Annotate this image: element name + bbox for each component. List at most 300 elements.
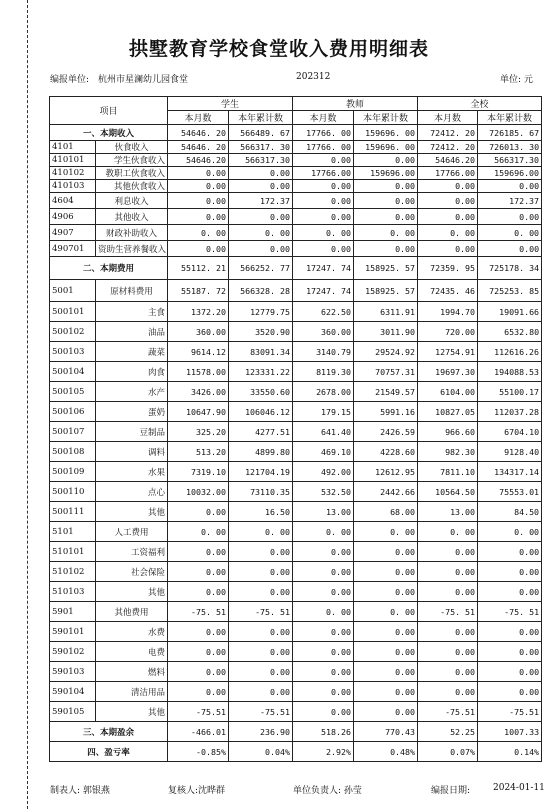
value-cell: 134317.14	[478, 462, 542, 482]
value-cell: 72359. 95	[418, 257, 478, 280]
value-cell: 6704.10	[478, 422, 542, 442]
reviewer: 复核人:沈晔群	[168, 786, 226, 796]
value-cell: 106046.12	[229, 402, 293, 422]
account-code: 500110	[50, 482, 96, 502]
value-cell: 360.00	[293, 322, 354, 342]
value-cell: 33550.60	[229, 382, 293, 402]
value-cell: 0. 00	[293, 225, 354, 241]
value-cell: 0. 00	[478, 225, 542, 241]
value-cell: 0.00	[293, 209, 354, 225]
group-header-teachers: 教师	[293, 97, 418, 111]
value-cell: 72412. 20	[418, 141, 478, 154]
value-cell: 0.00	[293, 180, 354, 193]
value-cell: 0.00	[168, 241, 229, 257]
value-cell: 7319.10	[168, 462, 229, 482]
value-cell: 0.00	[168, 502, 229, 522]
value-cell: 2.92%	[293, 742, 354, 762]
value-cell: 75553.01	[478, 482, 542, 502]
value-cell: 2442.66	[354, 482, 418, 502]
value-cell: 0.00	[418, 193, 478, 209]
value-cell: 0.00	[229, 241, 293, 257]
value-cell: 0.00	[168, 209, 229, 225]
section-row	[50, 257, 542, 280]
value-cell: 17247. 74	[293, 257, 354, 280]
value-cell: 0.00	[478, 241, 542, 257]
value-cell: 0.00	[229, 642, 293, 662]
value-cell: 0.00	[354, 682, 418, 702]
value-cell: 0. 00	[418, 522, 478, 542]
value-cell: 7811.10	[418, 462, 478, 482]
value-cell: 492.00	[293, 462, 354, 482]
value-cell: 0.00	[229, 167, 293, 180]
account-name: 肉食	[96, 362, 168, 382]
value-cell: 0.00	[354, 241, 418, 257]
account-code: 590101	[50, 622, 96, 642]
table-row	[50, 402, 542, 422]
table-row	[50, 642, 542, 662]
value-cell: 0.00	[229, 562, 293, 582]
value-cell: 0.00	[418, 642, 478, 662]
value-cell: 10032.00	[168, 482, 229, 502]
value-cell: 622.50	[293, 302, 354, 322]
value-cell: 0.00	[478, 582, 542, 602]
value-cell: 19091.66	[478, 302, 542, 322]
value-cell: 0.00	[293, 682, 354, 702]
value-cell: 566317. 30	[229, 141, 293, 154]
value-cell: 9614.12	[168, 342, 229, 362]
value-cell: 0.00	[229, 542, 293, 562]
value-cell: 54646.20	[168, 154, 229, 167]
currency-unit: 单位: 元	[500, 75, 533, 85]
account-code: 4604	[50, 193, 96, 209]
value-cell: 0.00	[354, 209, 418, 225]
value-cell: 4899.80	[229, 442, 293, 462]
account-name: 其他收入	[96, 209, 168, 225]
value-cell: 68.00	[354, 502, 418, 522]
value-cell: 0.00	[229, 582, 293, 602]
value-cell: 8119.30	[293, 362, 354, 382]
value-cell: 159696.00	[354, 167, 418, 180]
value-cell: 0.00	[478, 542, 542, 562]
value-cell: 725253. 85	[478, 280, 542, 302]
value-cell: 0. 00	[354, 602, 418, 622]
value-cell: 4277.51	[229, 422, 293, 442]
table-row	[50, 362, 542, 382]
value-cell: 0.00	[229, 662, 293, 682]
value-cell: 194088.53	[478, 362, 542, 382]
account-name: 其他伙食收入	[96, 180, 168, 193]
value-cell: 469.10	[293, 442, 354, 462]
value-cell: 0. 00	[293, 602, 354, 622]
value-cell: 4228.60	[354, 442, 418, 462]
value-cell: 0.00	[293, 193, 354, 209]
account-name: 学生伙食收入	[96, 154, 168, 167]
preparer: 制表人: 郭银燕	[50, 786, 110, 796]
account-name: 其他	[96, 582, 168, 602]
account-code: 590102	[50, 642, 96, 662]
account-name: 其他	[96, 702, 168, 722]
table-row	[50, 662, 542, 682]
account-code: 500111	[50, 502, 96, 522]
value-cell: 0.00	[229, 180, 293, 193]
value-cell: 0.00	[168, 662, 229, 682]
section-row	[50, 722, 542, 742]
account-name: 点心	[96, 482, 168, 502]
value-cell: 0.00	[293, 542, 354, 562]
value-cell: 54646. 20	[168, 141, 229, 154]
subheader-month: 本月数	[418, 111, 478, 125]
value-cell: 6311.91	[354, 302, 418, 322]
value-cell: 360.00	[168, 322, 229, 342]
report-title: 拱墅教育学校食堂收入费用明细表	[128, 38, 429, 60]
value-cell: 0.00	[478, 209, 542, 225]
value-cell: -0.85%	[168, 742, 229, 762]
value-cell: 0.04%	[229, 742, 293, 762]
account-name: 水费	[96, 622, 168, 642]
account-code: 500109	[50, 462, 96, 482]
value-cell: 0.00	[418, 241, 478, 257]
value-cell: 0. 00	[229, 522, 293, 542]
account-name: 主食	[96, 302, 168, 322]
value-cell: 0.00	[478, 642, 542, 662]
value-cell: 10647.90	[168, 402, 229, 422]
value-cell: 0.00	[418, 662, 478, 682]
value-cell: 325.20	[168, 422, 229, 442]
value-cell: 0.00	[168, 542, 229, 562]
value-cell: 0.00	[168, 582, 229, 602]
value-cell: 726185. 67	[478, 125, 542, 141]
value-cell: 83091.34	[229, 342, 293, 362]
table-body	[50, 125, 542, 762]
item-header: 项目	[50, 97, 168, 125]
value-cell: 9128.40	[478, 442, 542, 462]
value-cell: 0.00	[354, 193, 418, 209]
value-cell: 0.00	[354, 542, 418, 562]
value-cell: 112616.26	[478, 342, 542, 362]
account-name: 豆制品	[96, 422, 168, 442]
subheader-ytd: 本年累计数	[229, 111, 293, 125]
account-name: 清洁用品	[96, 682, 168, 702]
value-cell: 19697.30	[418, 362, 478, 382]
value-cell: 0.00	[168, 193, 229, 209]
table-row	[50, 582, 542, 602]
value-cell: -75.51	[418, 702, 478, 722]
account-name: 工资福利	[96, 542, 168, 562]
value-cell: 21549.57	[354, 382, 418, 402]
value-cell: 0.00	[418, 209, 478, 225]
value-cell: 172.37	[478, 193, 542, 209]
table-row	[50, 482, 542, 502]
value-cell: 159696.00	[478, 167, 542, 180]
value-cell: 0.00	[478, 682, 542, 702]
value-cell: 0.00	[229, 622, 293, 642]
account-name: 伙食收入	[96, 141, 168, 154]
table-row	[50, 602, 542, 622]
value-cell: 16.50	[229, 502, 293, 522]
table-row	[50, 193, 542, 209]
value-cell: 0.00	[418, 622, 478, 642]
value-cell: 12754.91	[418, 342, 478, 362]
account-name: 财政补助收入	[96, 225, 168, 241]
account-name: 其他	[96, 502, 168, 522]
value-cell: 566317.30	[229, 154, 293, 167]
value-cell: 3140.79	[293, 342, 354, 362]
account-name: 水果	[96, 462, 168, 482]
value-cell: 3426.00	[168, 382, 229, 402]
value-cell: 0.00	[354, 622, 418, 642]
value-cell: 11578.00	[168, 362, 229, 382]
value-cell: 123331.22	[229, 362, 293, 382]
table-row	[50, 209, 542, 225]
value-cell: 10827.05	[418, 402, 478, 422]
account-code: 410101	[50, 154, 96, 167]
value-cell: 73110.35	[229, 482, 293, 502]
value-cell: 55187. 72	[168, 280, 229, 302]
value-cell: 0.00	[168, 642, 229, 662]
value-cell: 70757.31	[354, 362, 418, 382]
value-cell: 2426.59	[354, 422, 418, 442]
account-name: 社会保险	[96, 562, 168, 582]
account-code: 4906	[50, 209, 96, 225]
account-name: 燃料	[96, 662, 168, 682]
account-code: 410103	[50, 180, 96, 193]
value-cell: -75. 51	[229, 602, 293, 622]
value-cell: 52.25	[418, 722, 478, 742]
value-cell: 0. 00	[293, 522, 354, 542]
value-cell: 0.00	[293, 241, 354, 257]
table-row	[50, 322, 542, 342]
value-cell: 566317.30	[478, 154, 542, 167]
value-cell: 0.00	[168, 622, 229, 642]
table-row	[50, 462, 542, 482]
value-cell: 236.90	[229, 722, 293, 742]
value-cell: -75. 51	[168, 602, 229, 622]
value-cell: 0.00	[229, 682, 293, 702]
table-row	[50, 562, 542, 582]
value-cell: 13.00	[418, 502, 478, 522]
account-code: 500101	[50, 302, 96, 322]
value-cell: 12779.75	[229, 302, 293, 322]
value-cell: 179.15	[293, 402, 354, 422]
value-cell: 513.20	[168, 442, 229, 462]
table-row	[50, 382, 542, 402]
account-code: 5101	[50, 522, 96, 542]
value-cell: 0.00	[293, 662, 354, 682]
value-cell: 6532.80	[478, 322, 542, 342]
value-cell: 0.00	[354, 154, 418, 167]
value-cell: 982.30	[418, 442, 478, 462]
value-cell: 72412. 20	[418, 125, 478, 141]
header-row-groups	[50, 97, 542, 111]
group-header-school: 全校	[418, 97, 542, 111]
account-code: 5001	[50, 280, 96, 302]
account-code: 510101	[50, 542, 96, 562]
value-cell: 0.00	[168, 180, 229, 193]
value-cell: 0. 00	[168, 225, 229, 241]
table-row	[50, 422, 542, 442]
account-code: 590104	[50, 682, 96, 702]
table-row	[50, 542, 542, 562]
value-cell: 0.00	[293, 642, 354, 662]
section-label: 二、本期费用	[50, 257, 168, 280]
value-cell: 566252. 77	[229, 257, 293, 280]
account-code: 500108	[50, 442, 96, 462]
value-cell: 17766.00	[293, 167, 354, 180]
value-cell: 0.00	[478, 180, 542, 193]
value-cell: 3011.90	[354, 322, 418, 342]
account-code: 500102	[50, 322, 96, 342]
value-cell: 0. 00	[168, 522, 229, 542]
value-cell: 17766. 00	[293, 141, 354, 154]
value-cell: 159696. 00	[354, 141, 418, 154]
value-cell: 55100.17	[478, 382, 542, 402]
value-cell: 54646. 20	[168, 125, 229, 141]
value-cell: 770.43	[354, 722, 418, 742]
value-cell: 0.00	[354, 662, 418, 682]
subheader-ytd: 本年累计数	[478, 111, 542, 125]
value-cell: -466.01	[168, 722, 229, 742]
value-cell: 0. 00	[354, 522, 418, 542]
account-code: 490701	[50, 241, 96, 257]
section-label: 一、本期收入	[50, 125, 168, 141]
value-cell: 0.00	[478, 662, 542, 682]
value-cell: 720.00	[418, 322, 478, 342]
value-cell: 0.00	[293, 562, 354, 582]
section-label: 三、本期盈余	[50, 722, 168, 742]
table-row	[50, 702, 542, 722]
value-cell: 17766.00	[418, 167, 478, 180]
table-row	[50, 522, 542, 542]
value-cell: 172.37	[229, 193, 293, 209]
account-code: 500104	[50, 362, 96, 382]
value-cell: -75. 51	[478, 602, 542, 622]
value-cell: 0.00	[418, 180, 478, 193]
account-code: 500103	[50, 342, 96, 362]
value-cell: 3520.90	[229, 322, 293, 342]
value-cell: -75.51	[478, 702, 542, 722]
value-cell: 0.00	[418, 542, 478, 562]
value-cell: 5991.16	[354, 402, 418, 422]
value-cell: 29524.92	[354, 342, 418, 362]
value-cell: 0.00	[418, 582, 478, 602]
value-cell: 0. 00	[354, 225, 418, 241]
value-cell: 158925. 57	[354, 280, 418, 302]
value-cell: 0.00	[354, 702, 418, 722]
value-cell: 0.00	[168, 562, 229, 582]
value-cell: 641.40	[293, 422, 354, 442]
value-cell: 12612.95	[354, 462, 418, 482]
reporting-unit-name: 杭州市星澜幼儿园食堂	[98, 75, 189, 85]
account-code: 500107	[50, 422, 96, 442]
group-header-students: 学生	[168, 97, 293, 111]
account-name: 其他费用	[96, 602, 168, 622]
value-cell: 0.00	[168, 167, 229, 180]
value-cell: 0.07%	[418, 742, 478, 762]
value-cell: 0.00	[478, 562, 542, 582]
value-cell: -75.51	[229, 702, 293, 722]
value-cell: 1007.33	[478, 722, 542, 742]
account-name: 蛋奶	[96, 402, 168, 422]
value-cell: 725178. 34	[478, 257, 542, 280]
table-row	[50, 502, 542, 522]
account-name: 教职工伙食收入	[96, 167, 168, 180]
value-cell: 54646.20	[418, 154, 478, 167]
account-code: 590103	[50, 662, 96, 682]
value-cell: 566489. 67	[229, 125, 293, 141]
account-name: 电费	[96, 642, 168, 662]
value-cell: 1372.20	[168, 302, 229, 322]
table-row	[50, 180, 542, 193]
section-label: 四、盈亏率	[50, 742, 168, 762]
value-cell: 2678.00	[293, 382, 354, 402]
table-row	[50, 167, 542, 180]
report-date-label: 编报日期:	[431, 786, 471, 796]
table-row	[50, 154, 542, 167]
report-date: 2024-01-11	[493, 783, 545, 793]
value-cell: 532.50	[293, 482, 354, 502]
table-row	[50, 342, 542, 362]
account-code: 5901	[50, 602, 96, 622]
value-cell: 0. 00	[418, 225, 478, 241]
account-name: 资助生营养餐收入	[96, 241, 168, 257]
value-cell: 0.00	[229, 209, 293, 225]
value-cell: 10564.50	[418, 482, 478, 502]
value-cell: 0.00	[354, 582, 418, 602]
account-name: 原材料费用	[96, 280, 168, 302]
table-row	[50, 622, 542, 642]
account-code: 500106	[50, 402, 96, 422]
value-cell: 84.50	[478, 502, 542, 522]
subheader-ytd: 本年累计数	[354, 111, 418, 125]
report-period: 202312	[296, 72, 331, 82]
value-cell: 0.00	[354, 642, 418, 662]
account-code: 4101	[50, 141, 96, 154]
value-cell: 566328. 28	[229, 280, 293, 302]
value-cell: 0.00	[293, 702, 354, 722]
table-row	[50, 141, 542, 154]
table-row	[50, 225, 542, 241]
value-cell: 0. 00	[478, 522, 542, 542]
value-cell: 0.00	[418, 682, 478, 702]
value-cell: 518.26	[293, 722, 354, 742]
value-cell: 121704.19	[229, 462, 293, 482]
account-name: 油品	[96, 322, 168, 342]
account-name: 调料	[96, 442, 168, 462]
value-cell: 0.14%	[478, 742, 542, 762]
table-row	[50, 442, 542, 462]
table-row	[50, 302, 542, 322]
value-cell: 0.00	[293, 622, 354, 642]
value-cell: 158925. 57	[354, 257, 418, 280]
account-code: 590105	[50, 702, 96, 722]
value-cell: 17766. 00	[293, 125, 354, 141]
subheader-month: 本月数	[293, 111, 354, 125]
account-code: 500105	[50, 382, 96, 402]
value-cell: 13.00	[293, 502, 354, 522]
value-cell: 0.00	[418, 562, 478, 582]
account-name: 蔬菜	[96, 342, 168, 362]
account-code: 510102	[50, 562, 96, 582]
table-row	[50, 241, 542, 257]
income-expense-table	[49, 96, 542, 762]
account-name: 利息收入	[96, 193, 168, 209]
account-code: 4907	[50, 225, 96, 241]
section-row	[50, 125, 542, 141]
value-cell: 72435. 46	[418, 280, 478, 302]
account-code: 410102	[50, 167, 96, 180]
value-cell: 1994.70	[418, 302, 478, 322]
account-name: 水产	[96, 382, 168, 402]
